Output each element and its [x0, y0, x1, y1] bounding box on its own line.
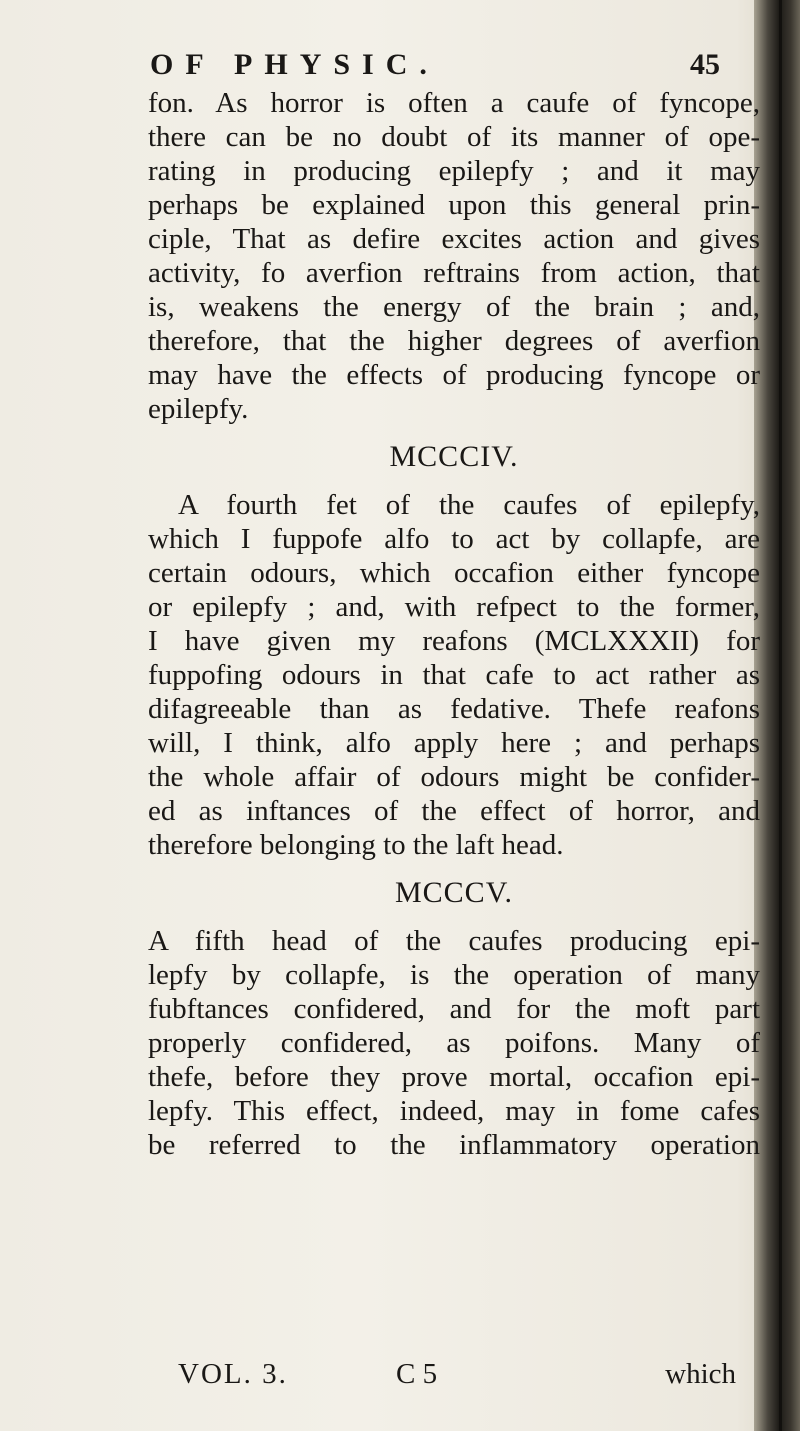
page-gutter-shadow: [754, 0, 800, 1431]
section-paragraph-mccciv: [148, 488, 760, 862]
text-line: A fifth head of the caufes producing epi-: [148, 925, 760, 957]
page-footer: [178, 1358, 748, 1394]
text-line: rating in producing epilepfy ; and it may: [148, 155, 760, 187]
section-heading-mccciv: MCCCIV.: [389, 440, 519, 473]
text-line: properly confidered, as poifons. Many of: [148, 1027, 760, 1059]
catchword: which: [665, 1358, 736, 1390]
text-line: will, I think, alfo apply here ; and perhaps: [148, 727, 760, 759]
running-title: OF PHYSIC.: [150, 48, 439, 81]
text-line: I have given my reafons (MCLXXXII) for: [148, 625, 760, 657]
text-line: fon. As horror is often a caufe of fyncope,: [148, 87, 760, 119]
text-line: there can be no doubt of its manner of ope-: [148, 121, 760, 153]
text-line: thefe, before they prove mortal, occafion epi-: [148, 1061, 760, 1093]
text-line: fubftances confidered, and for the moft part: [148, 993, 760, 1025]
text-line: difagreeable than as fedative. Thefe reafons: [148, 693, 760, 725]
text-line: may have the effects of producing fyncope or: [148, 359, 760, 391]
text-line: activity, fo averfion reftrains from action, that: [148, 257, 760, 289]
section-heading-mcccv: MCCCV.: [394, 876, 513, 909]
text-line: ciple, That as defire excites action and gives: [148, 223, 760, 255]
text-line: lepfy by collapfe, is the operation of many: [148, 959, 760, 991]
text-line: fuppofing odours in that cafe to act rather as: [148, 659, 760, 691]
signature-mark: C 5: [396, 1358, 438, 1390]
text-line: be referred to the inflammatory operation: [148, 1129, 760, 1161]
section-paragraph-mcccv: [148, 924, 760, 1162]
volume-marker: VOL. 3.: [178, 1358, 288, 1390]
page-number: 45: [690, 48, 720, 81]
text-line: or epilepfy ; and, with refpect to the former,: [148, 591, 760, 623]
running-head: [150, 48, 720, 88]
text-line: certain odours, which occafion either fyncope: [148, 557, 760, 589]
text-line: ed as inftances of the effect of horror, and: [148, 795, 760, 827]
text-line: A fourth fet of the caufes of epilepfy,: [178, 489, 760, 521]
text-line: the whole affair of odours might be confider-: [148, 761, 760, 793]
text-line: is, weakens the energy of the brain ; and,: [148, 291, 760, 323]
paragraph-continuation: [148, 86, 760, 426]
text-line: which I fuppofe alfo to act by collapfe, are: [148, 523, 760, 555]
text-line: therefore, that the higher degrees of averfion: [148, 325, 760, 357]
text-block: [148, 86, 760, 1162]
text-line: therefore belonging to the laft head.: [148, 829, 564, 861]
text-line: perhaps be explained upon this general prin-: [148, 189, 760, 221]
text-line: epilepfy.: [148, 393, 249, 425]
binding-edge: [779, 0, 782, 1431]
text-line: lepfy. This effect, indeed, may in fome cafes: [148, 1095, 760, 1127]
